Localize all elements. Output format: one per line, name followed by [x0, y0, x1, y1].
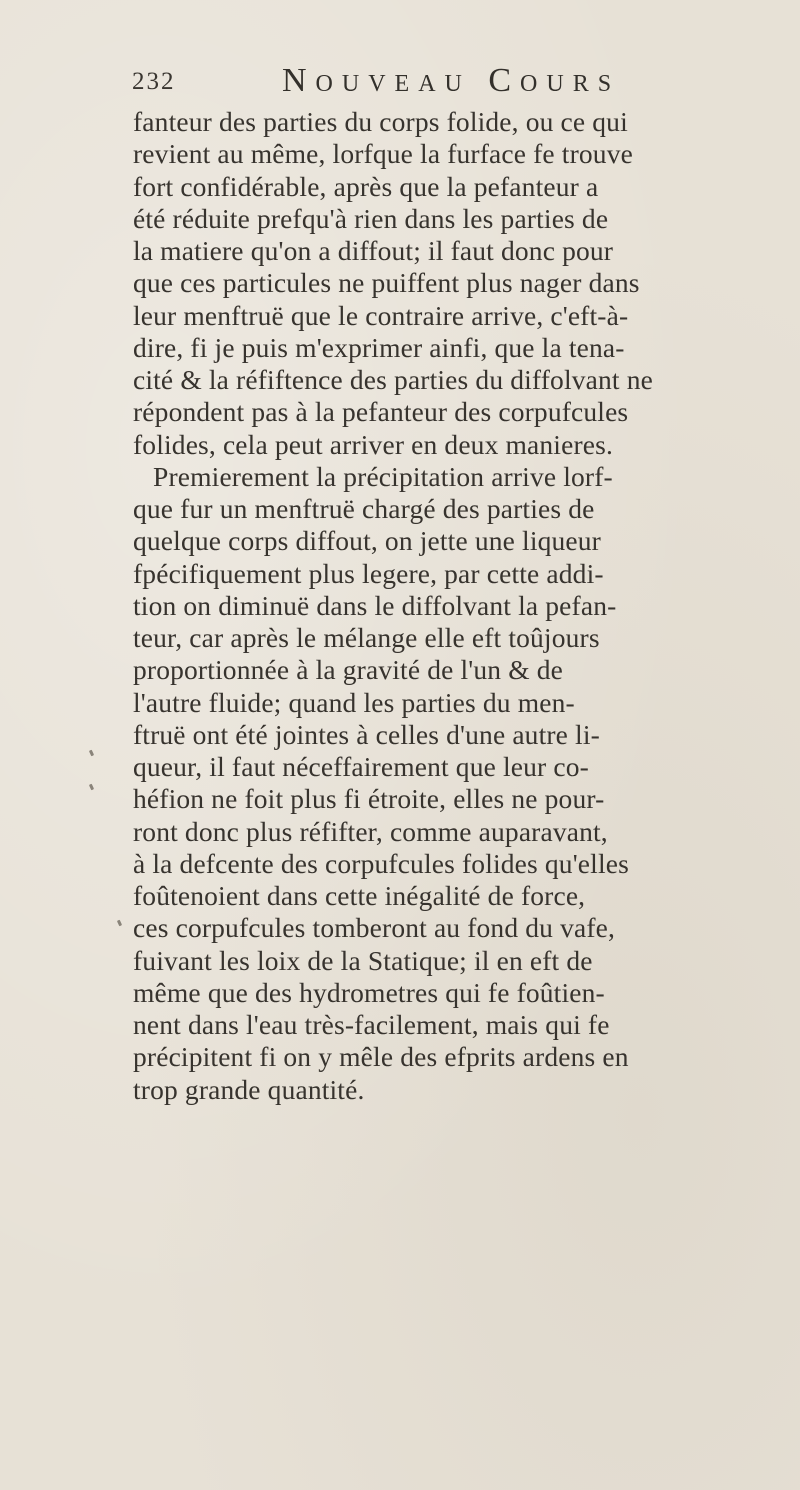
text-line: répondent pas à la pefanteur des corpufcules: [133, 396, 629, 428]
body-text: [133, 106, 773, 1106]
page-number: 232: [132, 68, 176, 95]
text-line: cité & la réfiftence des parties du diffolvant ne: [133, 364, 653, 395]
text-line: fpécifiquement plus legere, par cette addi-: [133, 557, 604, 589]
running-head: [132, 62, 732, 102]
margin-mark: [117, 920, 122, 927]
text-line: fort confidérable, après que la pefanteur a: [133, 170, 599, 202]
text-line: héfion ne foit plus fi étroite, elles ne pour-: [133, 783, 605, 815]
text-line: trop grande quantité.: [133, 1073, 365, 1105]
text-line: folides, cela peut arriver en deux manieres.: [133, 428, 613, 460]
text-line: queur, il faut néceffairement que leur co-: [133, 751, 589, 782]
text-line: que fur un menftruë chargé des parties de: [133, 493, 595, 524]
text-line: revient au même, lorfque la furface fe trouve: [133, 138, 633, 170]
text-line: foûtenoient dans cette inégalité de force,: [133, 880, 586, 911]
text-line: quelque corps diffout, on jette une liqueur: [133, 525, 601, 557]
margin-mark: [89, 750, 94, 757]
text-line: fuivant les loix de la Statique; il en eft de: [133, 944, 593, 976]
text-line: leur menftruë que le contraire arrive, c'eft-à-: [133, 299, 629, 331]
text-line: la matiere qu'on a diffout; il faut donc pour: [133, 235, 614, 266]
text-line: ront donc plus réfifter, comme auparavant,: [133, 815, 608, 847]
text-line: même que des hydrometres qui fe foûtien-: [133, 976, 605, 1008]
text-line: fanteur des parties du corps folide, ou ce qui: [133, 106, 628, 137]
text-line: l'autre fluide; quand les parties du men-: [133, 686, 575, 718]
margin-mark: [89, 784, 94, 791]
running-title: Nouveau Cours: [282, 62, 621, 99]
text-line: proportionnée à la gravité de l'un & de: [133, 654, 564, 686]
text-line: tion on diminuë dans le diffolvant la pefan-: [133, 589, 617, 621]
text-line: été réduite prefqu'à rien dans les parties de: [133, 202, 609, 234]
paragraph-start-line: Premierement la précipitation arrive lorf-: [153, 460, 613, 492]
text-line: dire, fi je puis m'exprimer ainfi, que la tena-: [133, 331, 625, 363]
text-line: teur, car après le mélange elle eft toûjours: [133, 622, 600, 653]
text-line: nent dans l'eau très-facilement, mais qui fe: [133, 1009, 610, 1040]
text-line: précipitent fi on y mêle des efprits ardens en: [133, 1041, 629, 1073]
text-line: ftruë ont été jointes à celles d'une autre li-: [133, 718, 600, 750]
text-line: à la defcente des corpufcules folides qu'elles: [133, 847, 629, 879]
text-line: que ces particules ne puiffent plus nager dans: [133, 267, 640, 299]
text-line: ces corpufcules tomberont au fond du vafe,: [133, 912, 616, 944]
